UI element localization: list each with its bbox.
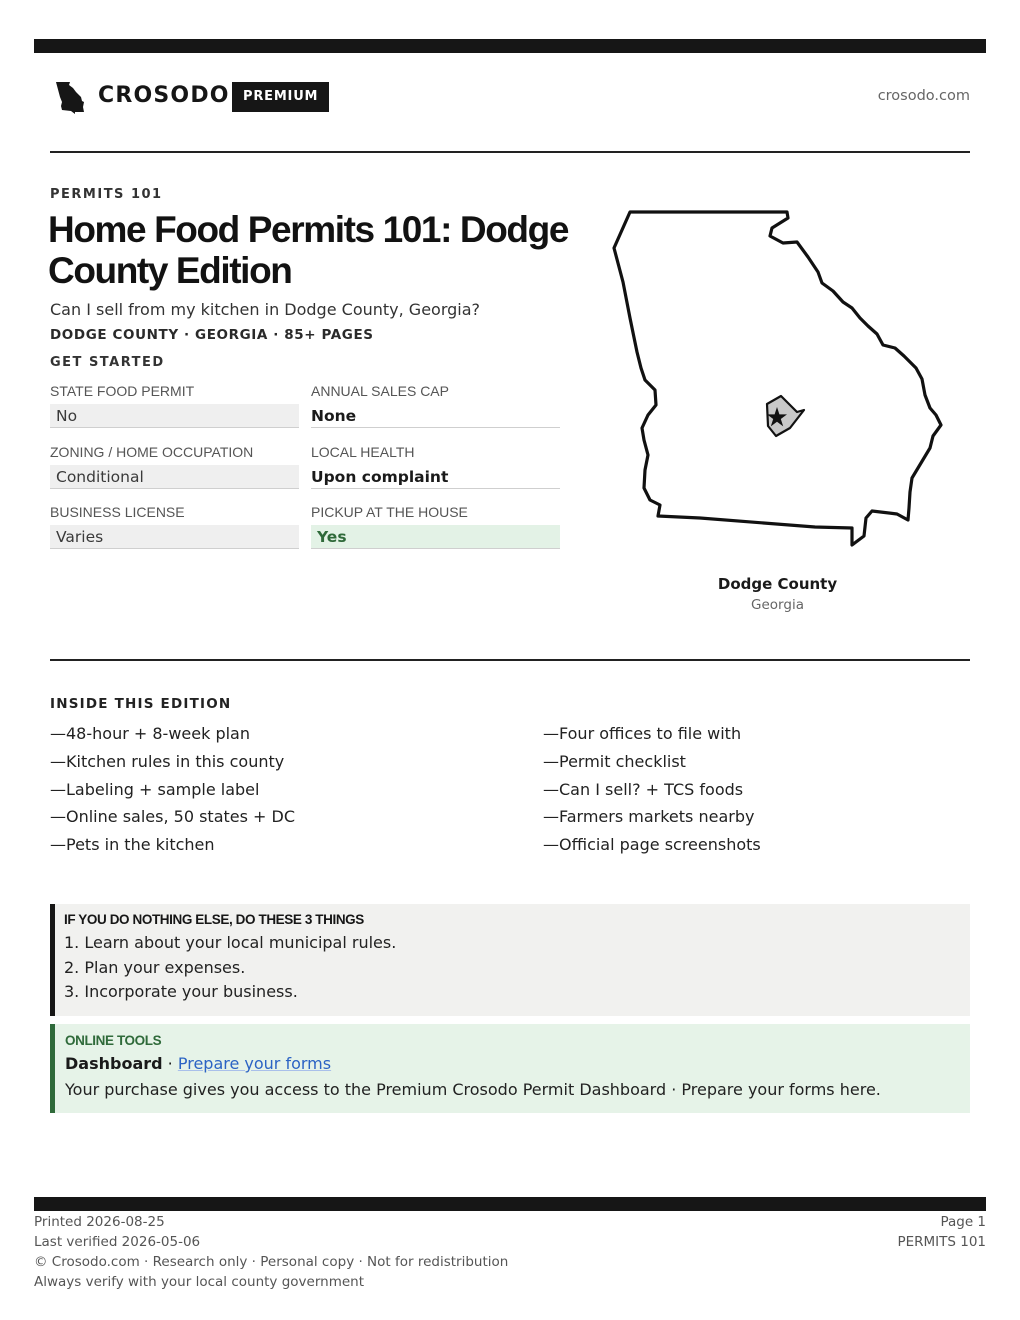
footer-right bbox=[897, 1212, 986, 1252]
must-do-callout bbox=[50, 904, 970, 1016]
step-item: 2. Plan your expenses. bbox=[64, 957, 246, 977]
fact-business-license bbox=[50, 503, 299, 549]
footer-section-label: PERMITS 101 bbox=[897, 1234, 986, 1250]
dashboard-label: Dashboard bbox=[65, 1054, 163, 1073]
online-tools-heading: ONLINE TOOLS bbox=[65, 1033, 162, 1048]
header-divider bbox=[50, 151, 970, 153]
fact-state-food-permit bbox=[50, 382, 299, 428]
fact-zoning-home-occupation bbox=[50, 443, 299, 489]
fact-label: ZONING / HOME OCCUPATION bbox=[50, 444, 254, 460]
list-item: —Official page screenshots bbox=[543, 835, 761, 855]
list-item: —Four offices to file with bbox=[543, 724, 742, 743]
brand-name: CROSODO bbox=[98, 83, 230, 108]
fact-value: Yes bbox=[311, 525, 560, 549]
get-started-heading: GET STARTED bbox=[50, 355, 165, 370]
fact-label: ANNUAL SALES CAP bbox=[311, 383, 449, 399]
disclaimer-line: Always verify with your local county government bbox=[34, 1274, 364, 1290]
online-tools-callout bbox=[50, 1024, 970, 1113]
separator: · bbox=[162, 1054, 178, 1073]
list-item: —Online sales, 50 states + DC bbox=[50, 807, 296, 827]
list-item: —Can I sell? + TCS foods bbox=[543, 779, 744, 799]
fact-label: LOCAL HEALTH bbox=[311, 444, 415, 460]
fact-label: BUSINESS LICENSE bbox=[50, 504, 185, 520]
section-divider bbox=[50, 659, 970, 661]
header bbox=[50, 78, 970, 118]
fact-value: Conditional bbox=[50, 465, 299, 489]
georgia-state-silhouette-icon bbox=[53, 80, 87, 114]
must-do-heading: IF YOU DO NOTHING ELSE, DO THESE 3 THINGS bbox=[64, 912, 364, 927]
list-item: —Permit checklist bbox=[543, 751, 686, 771]
section-eyebrow: PERMITS 101 bbox=[50, 187, 163, 202]
copyright-line: © Crosodo.com · Research only · Personal copy · Not for redistribution bbox=[34, 1254, 509, 1270]
map-caption-state: Georgia bbox=[751, 597, 804, 613]
fact-value: Upon complaint bbox=[311, 465, 560, 489]
step-item: 1. Learn about your local municipal rules. bbox=[64, 933, 397, 952]
prepare-forms-link[interactable]: Prepare your forms bbox=[177, 1054, 332, 1073]
list-item: —Pets in the kitchen bbox=[50, 835, 215, 855]
printed-date: Printed 2026-08-25 bbox=[34, 1214, 165, 1230]
edition-meta: DODGE COUNTY · GEORGIA · 85+ PAGES bbox=[50, 327, 374, 343]
contents-list-left bbox=[50, 724, 295, 863]
fact-annual-sales-cap bbox=[311, 382, 560, 428]
footer-left bbox=[34, 1212, 508, 1292]
footer-bar bbox=[34, 1197, 986, 1211]
page-title: Home Food Permits 101: Dodge County Edition bbox=[48, 209, 569, 291]
fact-value: Varies bbox=[50, 525, 299, 549]
fact-label: PICKUP AT THE HOUSE bbox=[311, 504, 468, 520]
list-item: —48-hour + 8-week plan bbox=[50, 724, 250, 743]
dashboard-description: Your purchase gives you access to the Premium Crosodo Permit Dashboard · Prepare your forms here. bbox=[65, 1080, 881, 1099]
site-url[interactable]: crosodo.com bbox=[877, 88, 970, 104]
list-item: —Kitchen rules in this county bbox=[50, 751, 285, 771]
verified-date: Last verified 2026-05-06 bbox=[34, 1234, 201, 1250]
inside-edition-heading: INSIDE THIS EDITION bbox=[50, 696, 232, 712]
fact-value: None bbox=[311, 404, 560, 428]
fact-local-health bbox=[311, 443, 560, 489]
step-item: 3. Incorporate your business. bbox=[64, 982, 298, 1001]
fact-label: STATE FOOD PERMIT bbox=[50, 383, 195, 399]
contents-list-right bbox=[543, 724, 761, 863]
premium-badge: PREMIUM bbox=[232, 82, 329, 112]
page-number: Page 1 bbox=[940, 1214, 986, 1230]
must-do-steps bbox=[64, 931, 970, 1005]
top-bar bbox=[34, 39, 986, 53]
page-subtitle: Can I sell from my kitchen in Dodge County, Georgia? bbox=[50, 300, 481, 319]
fact-pickup-at-the-house bbox=[311, 503, 560, 549]
dashboard-line bbox=[65, 1053, 970, 1075]
georgia-outline-map bbox=[600, 200, 950, 560]
map-caption-county: Dodge County bbox=[717, 575, 838, 593]
fact-value: No bbox=[50, 404, 299, 428]
list-item: —Labeling + sample label bbox=[50, 779, 260, 799]
list-item: —Farmers markets nearby bbox=[543, 807, 755, 827]
